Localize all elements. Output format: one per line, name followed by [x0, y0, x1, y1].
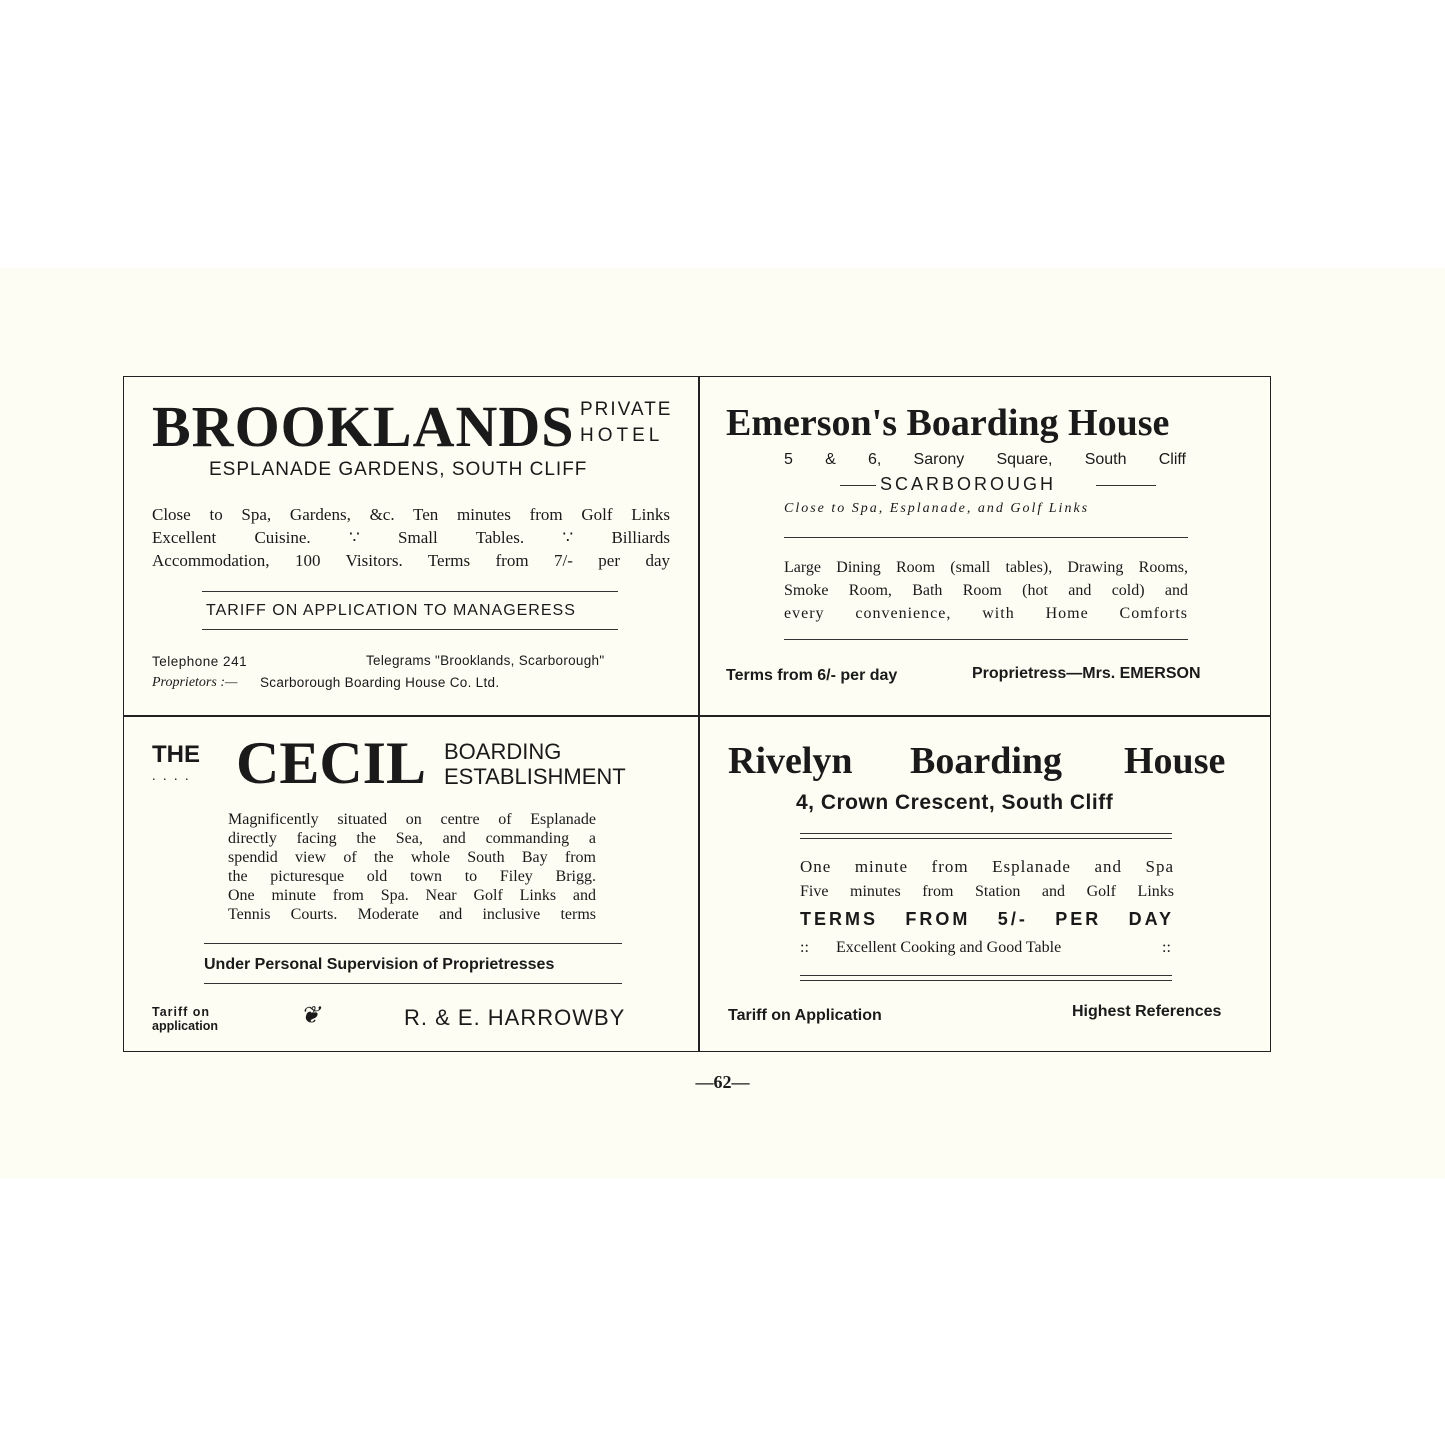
rivelyn-cooking-suffix: :: — [1162, 939, 1171, 956]
rivelyn-address: 4, Crown Crescent, South Cliff — [796, 791, 1114, 814]
page-number: —62— — [695, 1072, 750, 1092]
brooklands-proprietors-label: Proprietors :— — [152, 675, 238, 690]
cecil-body-line: directly facing the Sea, and commanding a — [228, 830, 596, 847]
cecil-the: THE — [152, 741, 200, 768]
cecil-ad — [124, 717, 698, 1053]
cecil-body-line: spendid view of the whole South Bay from — [228, 849, 596, 866]
brooklands-type-line1: PRIVATE — [580, 399, 673, 420]
cecil-dots: . . . . — [152, 769, 191, 784]
cecil-body-line: the picturesque old town to Filey Brigg. — [228, 868, 596, 885]
brooklands-body-line: Accommodation, 100 Visitors. Terms from 7/- per day — [152, 551, 670, 570]
emerson-proprietress: Proprietress—Mrs. EMERSON — [972, 665, 1201, 682]
emerson-ad — [700, 377, 1272, 715]
cecil-body-line: Tennis Courts. Moderate and inclusive terms — [228, 906, 596, 923]
cecil-tariff-line2: application — [152, 1019, 218, 1033]
brooklands-type-line2: HOTEL — [580, 425, 664, 446]
brooklands-rule — [202, 629, 618, 630]
cecil-rule — [204, 943, 622, 944]
cecil-supervision: Under Personal Supervision of Proprietresses — [204, 956, 555, 973]
brooklands-telephone: Telephone 241 — [152, 654, 248, 669]
rivelyn-tariff: Tariff on Application — [728, 1007, 882, 1024]
brooklands-proprietors: Scarborough Boarding House Co. Ltd. — [260, 675, 500, 690]
emerson-address: 5 & 6, Sarony Square, South Cliff — [784, 451, 1186, 468]
emerson-rule-left — [840, 485, 876, 486]
cecil-body-line: Magnificently situated on centre of Esplanade — [228, 811, 596, 828]
rivelyn-ad — [700, 717, 1272, 1053]
rivelyn-cooking: Excellent Cooking and Good Table — [836, 939, 1062, 956]
rivelyn-name-word2: Boarding — [910, 740, 1063, 782]
brooklands-address: ESPLANADE GARDENS, SOUTH CLIFF — [209, 459, 588, 480]
rivelyn-double-rule — [800, 975, 1172, 981]
advertisement-grid — [123, 376, 1271, 1052]
rivelyn-references: Highest References — [1072, 1003, 1222, 1020]
emerson-body-line: Large Dining Room (small tables), Drawing Rooms, — [784, 559, 1188, 576]
rivelyn-body-line: One minute from Esplanade and Spa — [800, 857, 1174, 876]
rivelyn-cooking-prefix: :: — [800, 939, 809, 956]
emerson-terms: Terms from 6/- per day — [726, 667, 898, 684]
cecil-type-line1: BOARDING — [444, 739, 562, 764]
rivelyn-name-word3: House — [1124, 740, 1226, 782]
brooklands-body-line: Excellent Cuisine. ∵ Small Tables. ∵ Billiards — [152, 528, 670, 547]
emerson-body-line: every convenience, with Home Comforts — [784, 605, 1188, 622]
emerson-body-line: Smoke Room, Bath Room (hot and cold) and — [784, 582, 1188, 599]
emerson-rule — [784, 537, 1188, 538]
emerson-name: Emerson's Boarding House — [726, 402, 1170, 444]
emerson-town: SCARBOROUGH — [880, 474, 1057, 494]
brooklands-body-line: Close to Spa, Gardens, &c. Ten minutes from Golf Links — [152, 505, 670, 524]
brooklands-tariff: TARIFF ON APPLICATION TO MANAGERESS — [206, 602, 576, 619]
emerson-rule — [784, 639, 1188, 640]
cecil-tariff-line1: Tariff on — [152, 1005, 211, 1019]
cecil-name: CECIL — [236, 730, 427, 796]
brooklands-telegrams: Telegrams "Brooklands, Scarborough" — [366, 653, 605, 668]
brooklands-name: BROOKLANDS — [152, 394, 575, 459]
rivelyn-terms: TERMS FROM 5/- PER DAY — [800, 909, 1174, 929]
cecil-type-line2: ESTABLISHMENT — [444, 764, 626, 789]
rivelyn-body-line: Five minutes from Station and Golf Links — [800, 883, 1174, 900]
brooklands-ad — [124, 377, 698, 715]
cecil-rule — [204, 983, 622, 984]
cecil-ornament: ❦ — [300, 1003, 321, 1029]
cecil-body-line: One minute from Spa. Near Golf Links and — [228, 887, 596, 904]
emerson-close-to: Close to Spa, Esplanade, and Golf Links — [784, 501, 1090, 516]
rivelyn-double-rule — [800, 833, 1172, 839]
cecil-proprietors: R. & E. HARROWBY — [404, 1005, 626, 1030]
emerson-rule-right — [1096, 485, 1156, 486]
rivelyn-name-word1: Rivelyn — [728, 740, 853, 782]
brooklands-rule — [202, 591, 618, 592]
